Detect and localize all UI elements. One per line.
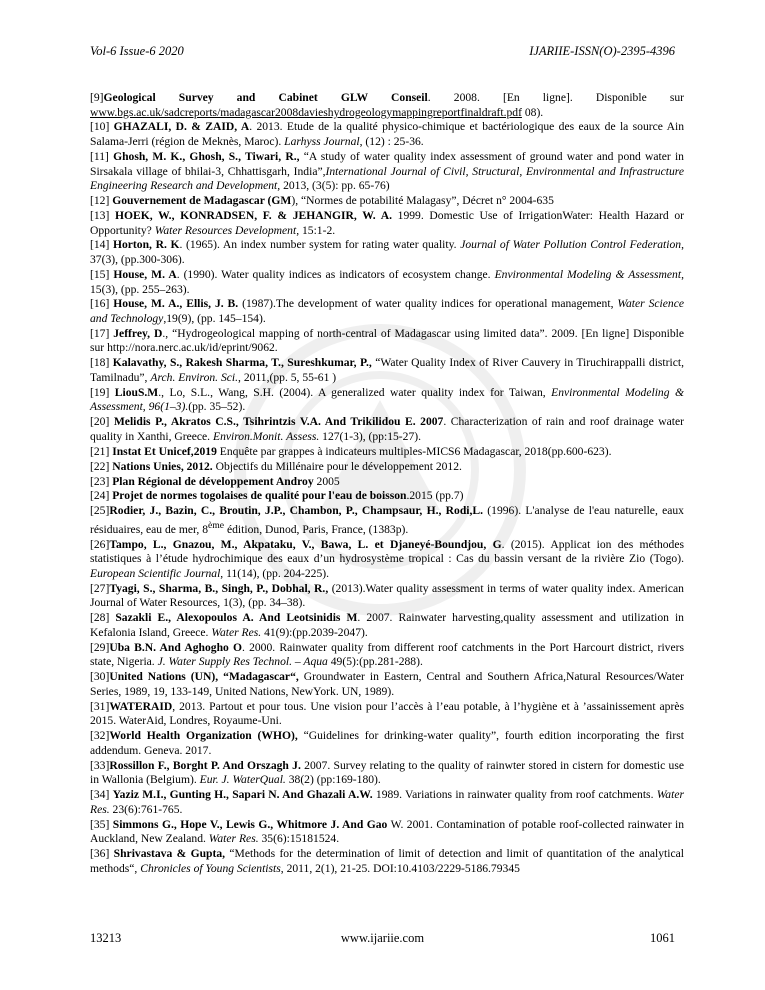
- reference-body: “Guidelines for drinking-water quality”, fourth edition incorporating the first addendum. Geneva. 2017.: [90, 729, 684, 757]
- reference-body: Enquête par grappes à indicateurs multiples-MICS6 Madagascar, 2018(pp.600-623).: [216, 444, 612, 458]
- reference-authors: Rossillon F., Borght P. And Orszagh J.: [109, 758, 301, 772]
- reference-number: [11]: [90, 149, 114, 163]
- reference-item: [90, 847, 684, 876]
- reference-number: [16]: [90, 297, 114, 311]
- reference-body: ., Lo, S.L., Wang, S.H. (2004). A generalized water quality index for Taiwan,: [158, 385, 552, 399]
- reference-item: [90, 759, 684, 788]
- reference-body: ., “Hydrogeological mapping of north-central of Madagascar using limited data”. 2009. [En ligne] Disponible sur http://nora.nerc.ac.uk/id/eprint/9062.: [90, 326, 685, 355]
- reference-journal: Water Science and Technology: [90, 297, 684, 325]
- reference-item: [90, 538, 684, 582]
- reference-journal: Water Res.: [211, 625, 262, 639]
- reference-body: . (1990). Water quality indices as indicators of ecosystem change.: [176, 267, 495, 281]
- reference-details: 127(1-3), (pp:15-27).: [319, 429, 422, 443]
- reference-item: [90, 356, 684, 385]
- reference-number: [36]: [90, 847, 114, 861]
- reference-details: , 2011, 2(1), 21-25. DOI:10.4103/2229-5186.79345: [280, 861, 520, 875]
- reference-authors: Tampo, L., Gnazou, M., Akpataku, V., Bawa, L. et Djaneyé-Boundjou, G: [109, 537, 502, 551]
- reference-body: . 2013. Etude de la qualité physico-chimique et bactériologique des eaux de la source Ain Salama-Jerri (région de Meknès, Maroc).: [90, 120, 685, 149]
- reference-item: [90, 150, 684, 194]
- reference-item: [90, 415, 684, 444]
- reference-item: [90, 700, 684, 729]
- reference-item: [90, 297, 684, 326]
- reference-authors: HOEK, W., KONRADSEN, F. & JEHANGIR, W. A.: [115, 208, 392, 222]
- reference-authors: Gouvernement de Madagascar (GM: [112, 194, 292, 208]
- reference-body: “A study of water quality index assessment of ground water and pond water in Sirsakala village of bhilai-3, Chhattisgarh, India”,: [90, 149, 684, 178]
- reference-number: [26]: [90, 537, 110, 551]
- reference-authors: Instat Et Unicef,2019: [112, 444, 217, 458]
- reference-details: 38(2) (pp:169-180).: [285, 773, 381, 787]
- reference-authors: House, M. A: [113, 267, 177, 281]
- reference-body: (1996). L'analyse de l'eau naturelle, eaux résiduaires, eau de mer, 8: [90, 504, 684, 536]
- reference-authors: WATERAID: [109, 699, 173, 713]
- reference-number: [34]: [90, 788, 113, 802]
- header-volume-issue: Vol-6 Issue-6 2020: [90, 44, 184, 58]
- reference-body: ), “Normes de potabilité Malagasy”, Décret n° 2004-635: [291, 194, 554, 208]
- reference-body: 2007. Survey relating to the quality of rainwter stored in cistern for domestic use in Wallonia (Belgium).: [90, 758, 684, 787]
- reference-link[interactable]: www.bgs.ac.uk/sadcreports/madagascar2008davieshydrogeologymappingreportfinaldraft.pdf: [90, 105, 522, 119]
- reference-body: . (1965). An index number system for rating water quality.: [179, 238, 461, 252]
- reference-details: , 2011,(pp. 5, 55-61 ): [238, 370, 337, 384]
- reference-number: [10]: [90, 120, 114, 134]
- reference-authors: LiouS.M: [114, 385, 159, 399]
- reference-item: [90, 194, 684, 209]
- reference-authors: Plan Régional de développement Androy: [112, 474, 314, 488]
- reference-authors: Melidis P., Akratos C.S., Tsihrintzis V.A. And Trikilidou E. 2007: [113, 415, 444, 429]
- reference-journal: Arch. Environ. Sci.: [150, 370, 239, 384]
- reference-authors: United Nations (UN), “Madagascar“,: [109, 670, 299, 684]
- reference-authors: GHAZALI, D. & ZAID, A: [113, 120, 250, 134]
- reference-item: [90, 641, 684, 670]
- footer-article-number: 13213: [90, 931, 122, 945]
- reference-number: [21]: [90, 444, 113, 458]
- reference-body: . Characterization of rain and roof drainage water quality in Xanthi, Greece.: [90, 415, 685, 443]
- reference-number: [32]: [90, 729, 110, 743]
- reference-body: 1999. Domestic Use of IrrigationWater: Health Hazard or Opportunity?: [90, 208, 684, 237]
- reference-number: [20]: [90, 415, 114, 429]
- reference-body: . 2007. Rainwater harvesting,quality assessment and utilization in Kefalonia Island, Greece.: [90, 611, 684, 639]
- reference-body: 2005: [313, 474, 340, 488]
- reference-details: , 37(3), (pp.300-306).: [90, 238, 684, 267]
- footer-website[interactable]: www.ijariie.com: [340, 931, 425, 945]
- reference-body: 1989. Variations in rainwater quality from roof catchments.: [372, 788, 657, 802]
- reference-authors: World Health Organization (WHO),: [109, 729, 298, 743]
- reference-item: [90, 670, 684, 699]
- reference-authors: Sazakli E., Alexopoulos A. And Leotsinidis M: [115, 611, 358, 625]
- reference-journal: Water Res.: [208, 832, 259, 846]
- reference-authors: Geological Survey and Cabinet GLW Conseil: [103, 91, 428, 104]
- reference-authors: Ghosh, M. K., Ghosh, S., Tiwari, R.,: [113, 149, 300, 163]
- reference-item: [90, 460, 684, 475]
- reference-number: [31]: [90, 699, 110, 713]
- reference-authors: Shrivastava & Gupta,: [113, 847, 226, 861]
- reference-details: 35(6):15181524.: [258, 832, 340, 846]
- reference-details: , 15(3), (pp. 255–263).: [90, 267, 684, 296]
- reference-details: 08).: [521, 105, 544, 119]
- reference-body: W. 2001. Contamination of potable roof-collected rainwater in Auckland, New Zealand.: [90, 817, 685, 846]
- footer-page-number: 1061: [650, 931, 675, 945]
- reference-item: [90, 91, 684, 120]
- reference-body-cont: édition, Dunod, Paris, France, (1383p).: [224, 522, 409, 536]
- reference-authors: Yaziz M.I., Gunting H., Sapari N. And Ghazali A.W.: [112, 788, 373, 802]
- reference-superscript: ème: [208, 519, 225, 531]
- reference-authors: Jeffrey, D: [113, 326, 163, 340]
- reference-number: [19]: [90, 385, 115, 399]
- reference-number: [15]: [90, 267, 114, 281]
- reference-number: [27]: [90, 581, 110, 595]
- reference-item: [90, 327, 684, 356]
- reference-number: [18]: [90, 356, 113, 370]
- reference-journal: Eur. J. WaterQual.: [199, 773, 286, 787]
- reference-body: Objectifs du Millénaire pour le développement 2012.: [212, 459, 462, 473]
- reference-details: 2013, (3(5): pp. 65-76): [280, 179, 390, 193]
- reference-journal: Water Res.: [90, 788, 684, 816]
- reference-number: [30]: [90, 670, 110, 684]
- reference-body: (1987).The development of water quality indices for operational management,: [238, 297, 618, 311]
- reference-authors: Tyagi, S., Sharma, B., Singh, P., Dobhal, R.,: [109, 581, 329, 595]
- reference-number: [17]: [90, 326, 114, 340]
- reference-journal: Environ.Monit. Assess.: [212, 429, 320, 443]
- reference-body: , 2013. Partout et pour tous. Une vision pour l’accès à l’eau potable, à l’hygiène et à ’assainissement après 2015. WaterAid, Londres, Royaume-Uni.: [90, 699, 684, 728]
- reference-journal: Larhyss Journal: [284, 135, 360, 149]
- reference-item: [90, 504, 684, 537]
- reference-number: [29]: [90, 640, 110, 654]
- reference-journal: Journal of Water Pollution Control Federation: [460, 238, 682, 252]
- reference-item: [90, 729, 684, 758]
- reference-details: (pp. 35–52).: [188, 400, 246, 414]
- header-issn: IJARIIE-ISSN(O)-2395-4396: [529, 44, 675, 58]
- reference-body: . 2008. [En ligne]. Disponible sur: [427, 91, 684, 104]
- reference-number: [35]: [90, 817, 113, 831]
- reference-number: [13]: [90, 208, 115, 222]
- reference-number: [25]: [90, 504, 110, 518]
- reference-item: [90, 386, 684, 415]
- reference-item: [90, 489, 684, 504]
- reference-item: [90, 445, 684, 460]
- reference-journal: Water Resources Development: [154, 223, 297, 237]
- reference-journal: European Scientific Journal: [90, 566, 221, 580]
- reference-authors: Nations Unies, 2012.: [112, 459, 213, 473]
- reference-item: [90, 788, 684, 817]
- reference-authors: Simmons G., Hope V., Lewis G., Whitmore J. And Gao: [112, 817, 388, 831]
- reference-authors: Projet de normes togolaises de qualité pour l'eau de boisson: [112, 489, 407, 503]
- references-list: [90, 91, 684, 877]
- reference-number: [24]: [90, 489, 113, 503]
- reference-body: .2015 (pp.7): [406, 489, 464, 503]
- reference-item: [90, 238, 684, 267]
- reference-details: , 15:1-2.: [296, 223, 336, 237]
- reference-details: ,19(9), (pp. 145–154).: [163, 311, 266, 325]
- reference-details: 49(5):(pp.281-288).: [327, 655, 423, 669]
- reference-item: [90, 611, 684, 640]
- reference-body: “Water Quality Index of River Cauvery in Tiruchirappalli district, Tamilnadu”,: [90, 356, 684, 384]
- reference-number: [22]: [90, 459, 113, 473]
- reference-body: Groundwater in Eastern, Central and Southern Africa,Natural Resources/Water Series, 1989, 19, 133-149, United Nations, NewYork. UN, 1989).: [90, 670, 684, 698]
- reference-number: [12]: [90, 194, 113, 208]
- reference-body: “Methods for the determination of limit of detection and limit of quantitation of the analytical methods“,: [90, 847, 685, 875]
- reference-number: [23]: [90, 474, 113, 488]
- reference-details: , (12) : 25-36.: [359, 135, 424, 149]
- reference-journal: International Journal of Civil, Structural, Environmental and Infrastructure Engineering Research and Development,: [90, 164, 684, 193]
- reference-authors: House, M. A., Ellis, J. B.: [113, 297, 239, 311]
- reference-journal: Chronicles of Young Scientists: [140, 861, 281, 875]
- reference-item: [90, 475, 684, 490]
- reference-details: 23(6):761-765.: [109, 802, 183, 816]
- reference-body: (2013).Water quality assessment in terms of water quality index. American Journal of Water Resources, 1(3), (pp. 34–38).: [90, 581, 684, 610]
- reference-body: . 2000. Rainwater quality from different roof catchments in the Port Harcourt district, rivers state, Nigeria.: [90, 640, 685, 669]
- reference-number: [9]: [90, 91, 104, 104]
- reference-number: [14]: [90, 238, 113, 252]
- reference-journal: Environmental Modeling & Assessment, 96(1–3).: [90, 385, 684, 414]
- reference-authors: Horton, R. K: [112, 238, 180, 252]
- reference-journal: J. Water Supply Res Technol. – Aqua: [157, 655, 328, 669]
- reference-item: [90, 818, 684, 847]
- reference-item: [90, 120, 684, 149]
- reference-authors: Kalavathy, S., Rakesh Sharma, T., Sureshkumar, P.,: [112, 356, 372, 370]
- reference-item: [90, 268, 684, 297]
- reference-details: 41(9):(pp.2039-2047).: [261, 625, 368, 639]
- reference-authors: Uba B.N. And Aghogho O: [109, 640, 243, 654]
- reference-journal: Environmental Modeling & Assessment: [494, 267, 682, 281]
- reference-authors: Rodier, J., Bazin, C., Broutin, J.P., Chambon, P., Champsaur, H., Rodi,L.: [109, 504, 484, 518]
- reference-number: [33]: [90, 758, 110, 772]
- reference-item: [90, 582, 684, 611]
- reference-body: . (2015). Applicat ion des méthodes statistiques à l’étude hydrochimique des eaux d’un hydrosystème tropical : Cas du bassin versant de la rivière Zio (Togo).: [90, 537, 684, 566]
- reference-number: [28]: [90, 611, 116, 625]
- reference-details: , 11(14), (pp. 204-225).: [220, 566, 330, 580]
- reference-item: [90, 209, 684, 238]
